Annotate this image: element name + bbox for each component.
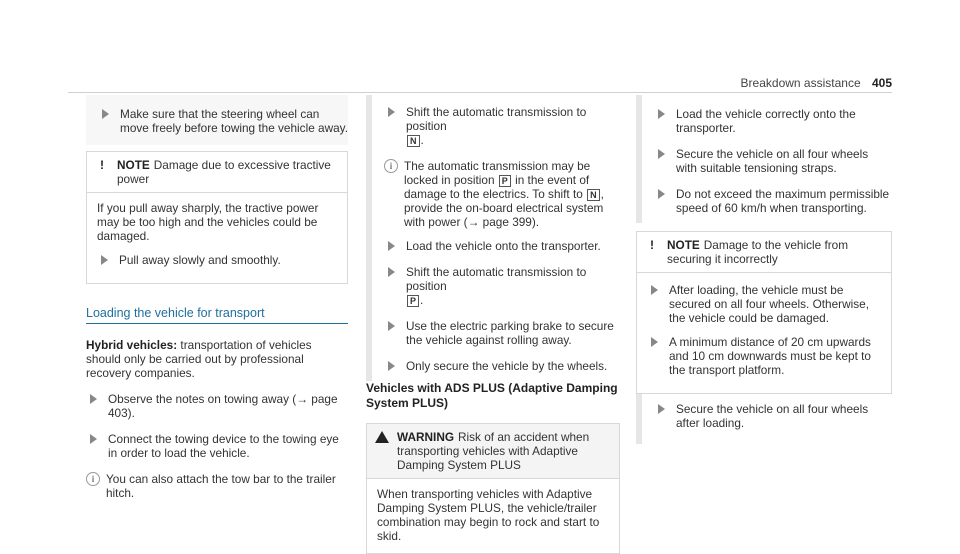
step-item: Shift the automatic transmission to position N .: [384, 105, 620, 147]
step-item: Make sure that the steering wheel can move freely before towing the vehicle away.: [98, 107, 348, 135]
gear-p-key: P: [407, 295, 419, 307]
note-body: If you pull away sharply, the tractive power may be too high and the vehicles could be damaged.: [97, 201, 319, 243]
arrow-icon: [658, 189, 665, 199]
step-item: Load the vehicle correctly onto the transporter.: [654, 107, 892, 135]
arrow-icon: [101, 255, 108, 265]
info-icon: i: [86, 472, 100, 486]
arrow-icon: [651, 337, 658, 347]
step-item: Secure the vehicle on all four wheels with suitable tensioning straps.: [654, 147, 892, 175]
step-item: Observe the notes on towing away (→ page 403).: [86, 392, 348, 420]
arrow-icon: [388, 241, 395, 251]
note-box: [636, 231, 892, 394]
step-item: Only secure the vehicle by the wheels.: [384, 359, 620, 373]
arrow-icon: [90, 394, 97, 404]
arrow-icon: [102, 109, 109, 119]
note-header: ! NOTE Damage due to excessive tractive power: [87, 152, 347, 193]
column-2: [366, 95, 620, 554]
step-item: Use the electric parking brake to secure the vehicle against rolling away.: [384, 319, 620, 347]
column-3: [636, 95, 892, 444]
column-1: [86, 95, 348, 510]
hybrid-paragraph: Hybrid vehicles: transportation of vehicles should only be carried out by professional recovery companies.: [86, 338, 312, 380]
step-item: Do not exceed the maximum permissible speed of 60 km/h when transporting.: [654, 187, 892, 215]
gear-n-key: N: [407, 135, 420, 147]
step-item: Connect the towing device to the towing eye in order to load the vehicle.: [86, 432, 348, 460]
step-item: A minimum distance of 20 cm upwards and 10 cm downwards must be kept to the transport platform.: [647, 335, 881, 377]
header-rule: [68, 92, 892, 93]
step-item: Secure the vehicle on all four wheels after loading.: [654, 402, 892, 430]
exclamation-icon: !: [650, 238, 654, 252]
page-number: 405: [871, 76, 892, 90]
subheading: Vehicles with ADS PLUS (Adaptive Damping System PLUS): [366, 381, 618, 410]
arrow-icon: [388, 321, 395, 331]
section-title: Loading the vehicle for transport: [86, 306, 348, 324]
arrow-icon: [388, 361, 395, 371]
arrow-icon: [651, 285, 658, 295]
arrow-icon: [388, 107, 395, 117]
exclamation-icon: !: [100, 158, 104, 172]
warning-box: [366, 423, 620, 554]
arrow-icon: [388, 267, 395, 277]
step-item: Shift the automatic transmission to position P .: [384, 265, 620, 307]
info-note: i You can also attach the tow bar to the trailer hitch.: [86, 472, 348, 500]
info-note: i The automatic transmission may be locked in position P in the event of damage to the electrics. To shift to N , provide the on-board electrical system with power (→ page 399).: [384, 159, 620, 229]
warning-body: When transporting vehicles with Adaptive Damping System PLUS, the vehicle/trailer combination may begin to rock and start to skid.: [377, 487, 600, 543]
warning-icon: [375, 431, 389, 443]
page-header: [741, 76, 892, 90]
arrow-icon: [90, 434, 97, 444]
arrow-icon: [658, 149, 665, 159]
note-header: ! NOTE Damage to the vehicle from securing it incorrectly: [637, 232, 891, 273]
warning-header: WARNING Risk of an accident when transporting vehicles with Adaptive Damping System PLUS: [367, 424, 619, 479]
arrow-icon: [658, 109, 665, 119]
gear-n-key: N: [587, 189, 600, 201]
step-item: Load the vehicle onto the transporter.: [384, 239, 620, 253]
note-box: [86, 151, 348, 284]
gear-p-key: P: [499, 175, 511, 187]
header-section: Breakdown assistance: [740, 76, 861, 90]
step-item: Pull away slowly and smoothly.: [97, 253, 337, 267]
arrow-icon: [658, 404, 665, 414]
info-icon: i: [384, 159, 398, 173]
step-item: After loading, the vehicle must be secured on all four wheels. Otherwise, the vehicle could be damaged.: [647, 283, 881, 325]
